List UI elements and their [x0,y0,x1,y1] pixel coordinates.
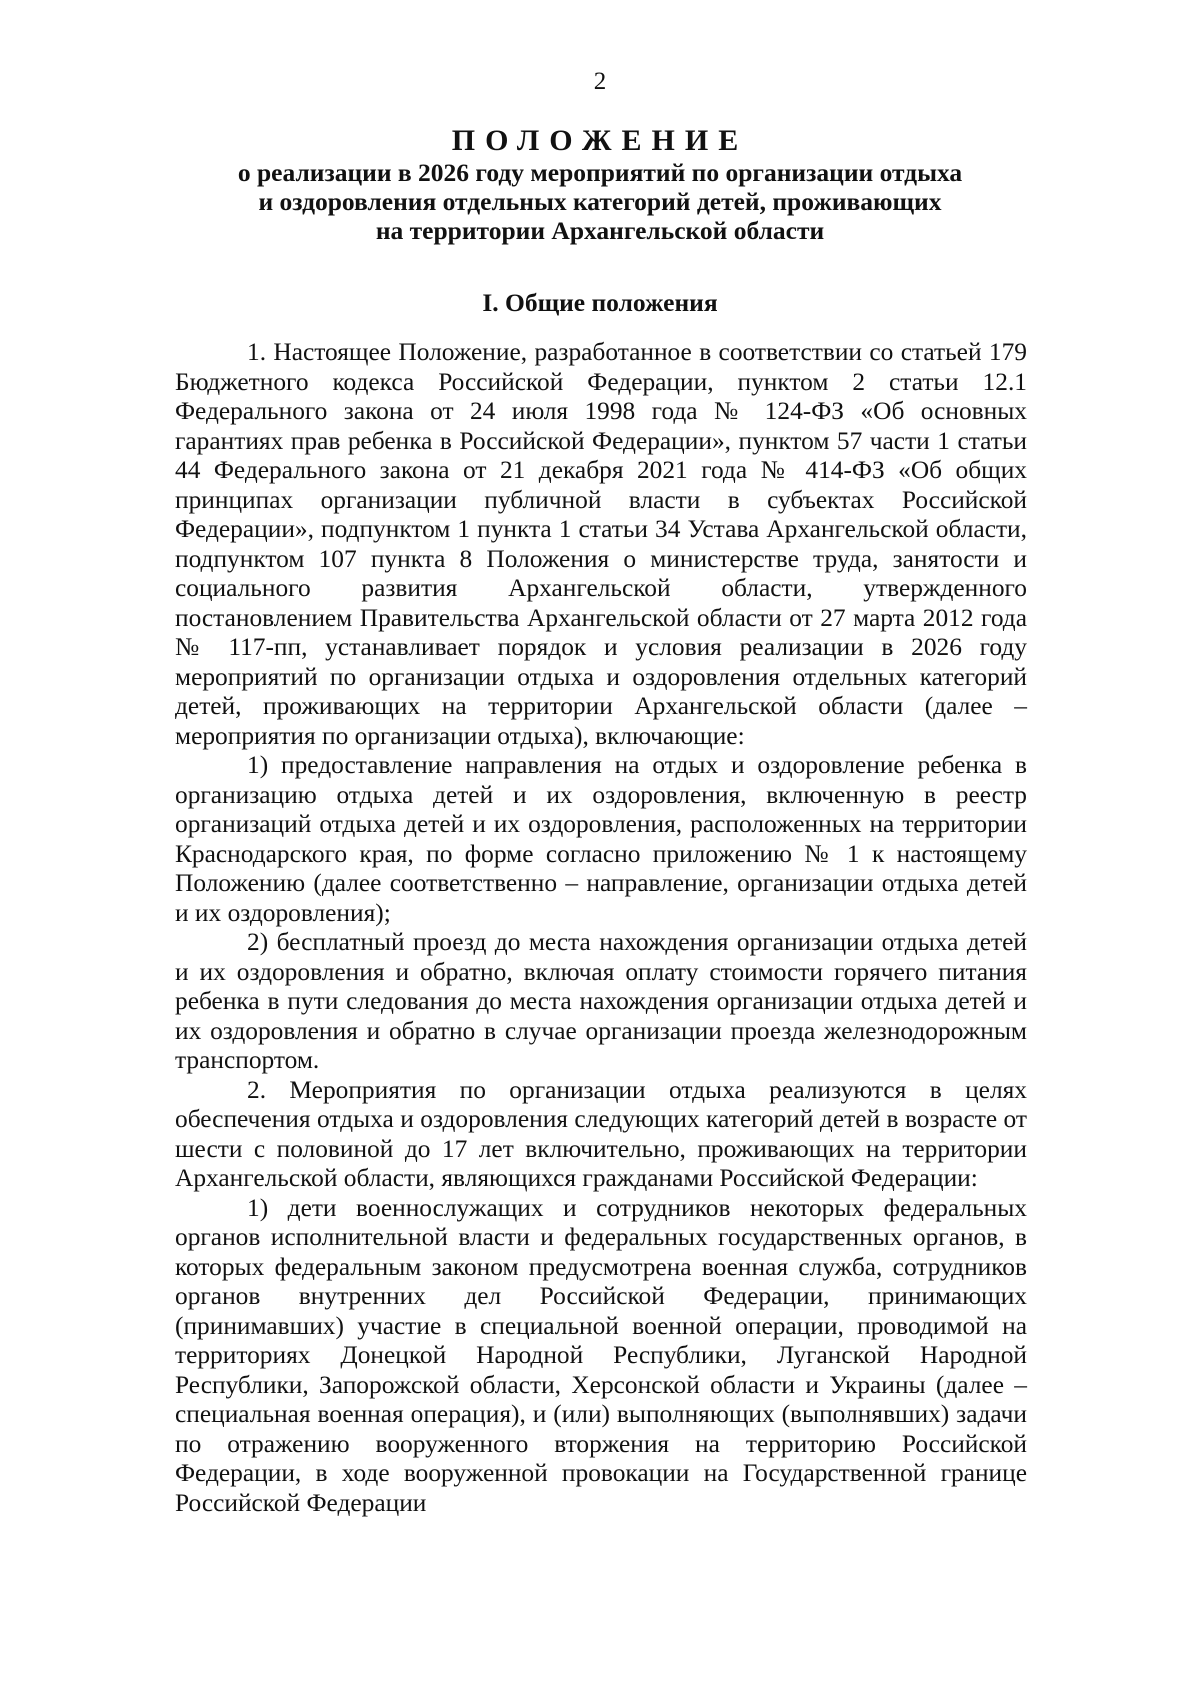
paragraph-1-item-2: 2) бесплатный проезд до места нахождения организации отдыха детей и их оздоровления и обратно, включая оплату стоимости горячего питания ребенка в пути следования до места нахождения организации отдыха детей и их оздоровления и обратно в случае организации проезда железнодорожным транспортом. [175,928,1027,1074]
document-subject-line-2: и оздоровления отдельных категорий детей, проживающих [258,187,942,216]
document-type-title: ПОЛОЖЕНИЕ [451,124,749,157]
page-number: 2 [593,68,607,95]
paragraph-1-item-1: 1) предоставление направления на отдых и оздоровление ребенка в организацию отдыха детей и их оздоровления, включенную в реестр организаций отдыха детей и их оздоровления, расположенных на территории Краснодарского края, по форме согласно приложению № 1 к настоящему Положению (далее соответственно – направление, организации отдыха детей и их оздоровления); [175,751,1027,927]
paragraph-2: 2. Мероприятия по организации отдыха реализуются в целях обеспечения отдыха и оздоровления следующих категорий детей в возрасте от шести с половиной до 17 лет включительно, проживающих на территории Архангельской области, являющихся гражданами Российской Федерации: [175,1075,1027,1192]
document-subject-line-3: на территории Архангельской области [375,216,825,245]
section-title: I. Общие положения [482,288,718,317]
paragraph-2-item-1: 1) дети военнослужащих и сотрудников некоторых федеральных органов исполнительной власти и федеральных государственных органов, в которых федеральным законом предусмотрена военная служба, сотрудников органов внутренних дел Российской Федерации, принимающих (принимавших) участие в специальной военной операции, проводимой на территориях Донецкой Народной Республики, Луганской Народной Республики, Запорожской области, Херсонской области и Украины (далее – специальная военная операция), и (или) выполняющих (выполнявших) задачи по отражению вооруженного вторжения на территорию Российской Федерации, в ходе вооруженной провокации на Государственной границе Российской Федерации [175,1193,1027,1517]
paragraph-1: 1. Настоящее Положение, разработанное в соответствии со статьей 179 Бюджетного кодекса Российской Федерации, пунктом 2 статьи 12.1 Федерального закона от 24 июля 1998 года № 124-ФЗ «Об основных гарантиях прав ребенка в Российской Федерации», пунктом 57 части 1 статьи 44 Федерального закона от 21 декабря 2021 года № 414-ФЗ «Об общих принципах организации публичной власти в субъектах Российской Федерации», подпунктом 1 пункта 1 статьи 34 Устава Архангельской области, подпунктом 107 пункта 8 Положения о министерстве труда, занятости и социального развития Архангельской области, утвержденного постановлением Правительства Архангельской области от 27 марта 2012 года № 117-пп, устанавливает порядок и условия реализации в 2026 году мероприятий по организации отдыха и оздоровления отдельных категорий детей, проживающих на территории Архангельской области (далее – мероприятия по организации отдыха), включающие: [175,338,1027,750]
document-heading [160,124,1040,245]
document-body [175,338,1027,1518]
document-subject-line-1: о реализации в 2026 году мероприятий по организации отдыха [237,158,963,187]
